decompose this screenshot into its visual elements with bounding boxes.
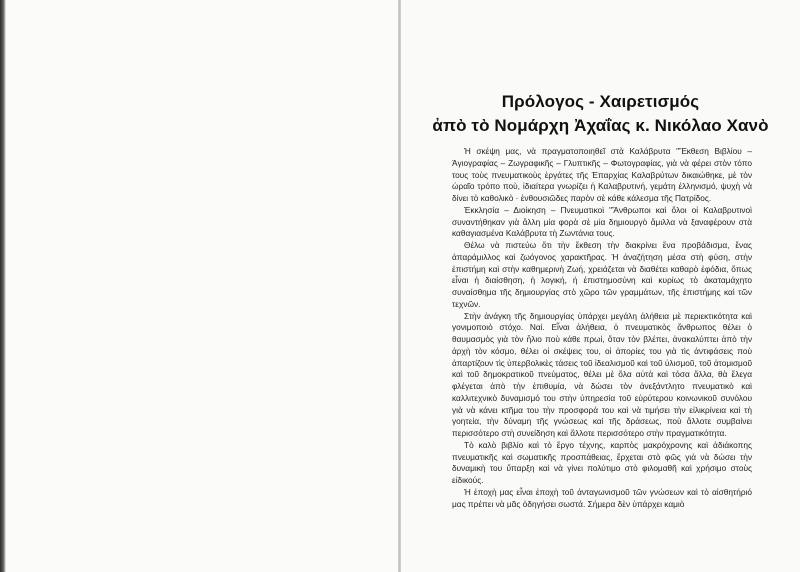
paragraph-2 (452, 205, 752, 240)
paragraph-text: Θέλω νὰ πιστεύω ὅτι τὴν ἔκθεση τὴν διακρίνει ἕνα προβάδισμα, ἕνας ἀπαράμιλλος καὶ ζωόγονος χαρακτῆρας. Ἡ ἀναζήτηση μέσα στὴ φύση, στὴν ἐπιστήμη καὶ στὴν καθημερινὴ Ζωή, χρειάζεται νὰ διαθέτει καθαρὸ ἐφόδια, ὅπως εἶναι ἡ διαίσθηση, ἡ λογική, ἡ ἐπιστημοσύνη καὶ κυρίως τὸ ἀκαταμάχητο συναίσθημα τῆς δημιουργίας στὸ χῶρο τῶν γραμμάτων, τῆς ἐπιστήμης καὶ τῶν τεχνῶν. (452, 240, 752, 309)
left-page (0, 0, 399, 572)
paragraph-text: Ἡ ἐποχὴ μας εἶναι ἐποχὴ τοῦ ἀνταγωνισμοῦ τῶν γνώσεων καὶ τὸ αἰσθητήριό μας πρέπει νὰ μᾶς ὁδηγήσει σωστά. Σήμερα δὲν ὑπάρχει καμιὸ (452, 486, 752, 509)
paragraph-text: Ἡ σκέψη μας, νὰ πραγματοποιηθεῖ στὰ Καλάβρυτα "Ἔκθεση Βιβλίου – Ἁγιογραφίας – Ζωγραφικῆς – Γλυπτικῆς – Φωτογραφίας, γιὰ νὰ φέρει στὸν τόπο τους τοὺς πνευματικοὺς ἐργάτες τῆς Ἐπαρχίας Καλαβρύτων δικαιώθηκε, μὲ τὸν ὡραῖο τρόπο ποὺ, ἰδιαίτερα γνωρίζει ἡ Καλαβρυτινή, γεμάτη ἑλληνισμό, ψυχὴ νὰ δίνει τὸ καθολικὸ · ἐνθουσιῶδες παρὸν σὲ κάθε κάλεσμα τῆς Πατρίδος. (452, 146, 752, 203)
paragraph-text: Ἐκκλησία – Διοίκηση – Πνευματικοὶ "Ἄνθρωποι καὶ ὅλοι οἱ Καλαβρυτινοὶ συναντήθηκαν γιὰ ἄλλη μία φορὰ σὲ μία δημιουργὸ ἅμιλλα νὰ ξαναφέρουν στὰ καθαγιασμένα Καλάβρυτα τὴ Ζωντάνια τους. (452, 204, 752, 239)
prologue-body (452, 146, 752, 510)
page-title-line-2: ἀπὸ τὸ Νομάρχη Ἀχαΐας κ. Νικόλαο Χανὸ (432, 116, 769, 135)
paragraph-text: Στὴν ἀνάγκη τῆς δημιουργίας ὑπάρχει μεγάλη ἀλήθεια μὲ περιεκτικότητα καὶ γονιμοποιὸ στόχο. Ναί. Εἶναι ἀλήθεια, ὁ πνευματικὸς ἄνθρωπος θέλει ὁ θαυμασμὸς γιὰ τὸν ἥλιο ποὺ κάθε πρωί, ὅταν τὸν βλέπει, ἀνακαλύπτει ἀπὸ τὴν ἀρχὴ τὸν κόσμο, θέλει οἱ σκέψεις του, οἱ ἀπορίες του γιὰ τὶς ἀντιφάσεις ποὺ ἀπαρτίζουν τὶς ὑπερβολικὲς τάσεις τοῦ ἰδεαλισμοῦ καὶ τοῦ ὑλισμοῦ, τοῦ ἀτομισμοῦ καὶ τοῦ δημοκρατικοῦ πνεύματος, θέλει μὲ ὅλα αὐτὰ καὶ τόσα ἄλλα, θὰ ἔλεγα φλέγεται ἀπὸ τὴν ἐπιθυμία, νὰ δώσει τὸν ἀνεξάντλητο πνευματικὸ καὶ καλλιτεχνικὸ δυναμισμό του στὴν ὑπηρεσία τοῦ εὐρύτερου κοινωνικοῦ συνόλου γιὰ νὰ κάνει κτῆμα του τὴν προσφορά του καὶ νὰ τιμήσει τὴν εἰλικρίνεια καὶ τὴ γοητεία, τὴν δύναμη τῆς γνώσεως καὶ τῆς δράσεως, ποὺ ἄλλοτε συμβαίνει περισσότερο στὴ συνείδηση καὶ ἄλλοτε περισσότερο στὴν πραγματικότητα. (452, 310, 752, 438)
paragraph-4 (452, 311, 752, 440)
paragraph-1 (452, 146, 752, 205)
paragraph-6 (452, 487, 752, 511)
paragraph-text: Τὸ καλὸ βιβλίο καὶ τὸ ἔργο τέχνης, καρπὸς μακρόχρονης καὶ ἀδιάκοπης πνευματικῆς καὶ σωματικῆς προσπάθειας, ἔρχεται στὸ φῶς γιὰ νὰ δώσει τὴν δυναμικὴ του ὕπαρξη καὶ νὰ γίνει πολύτιμο στὸ φιλομαθῆ καὶ χρήσιμο στοὺς εἰδικούς. (452, 439, 752, 485)
paragraph-3 (452, 240, 752, 311)
page-edge-shadow (0, 0, 6, 572)
paragraph-5 (452, 440, 752, 487)
page-title-line-1: Πρόλογος - Χαιρετισμός (501, 92, 700, 111)
